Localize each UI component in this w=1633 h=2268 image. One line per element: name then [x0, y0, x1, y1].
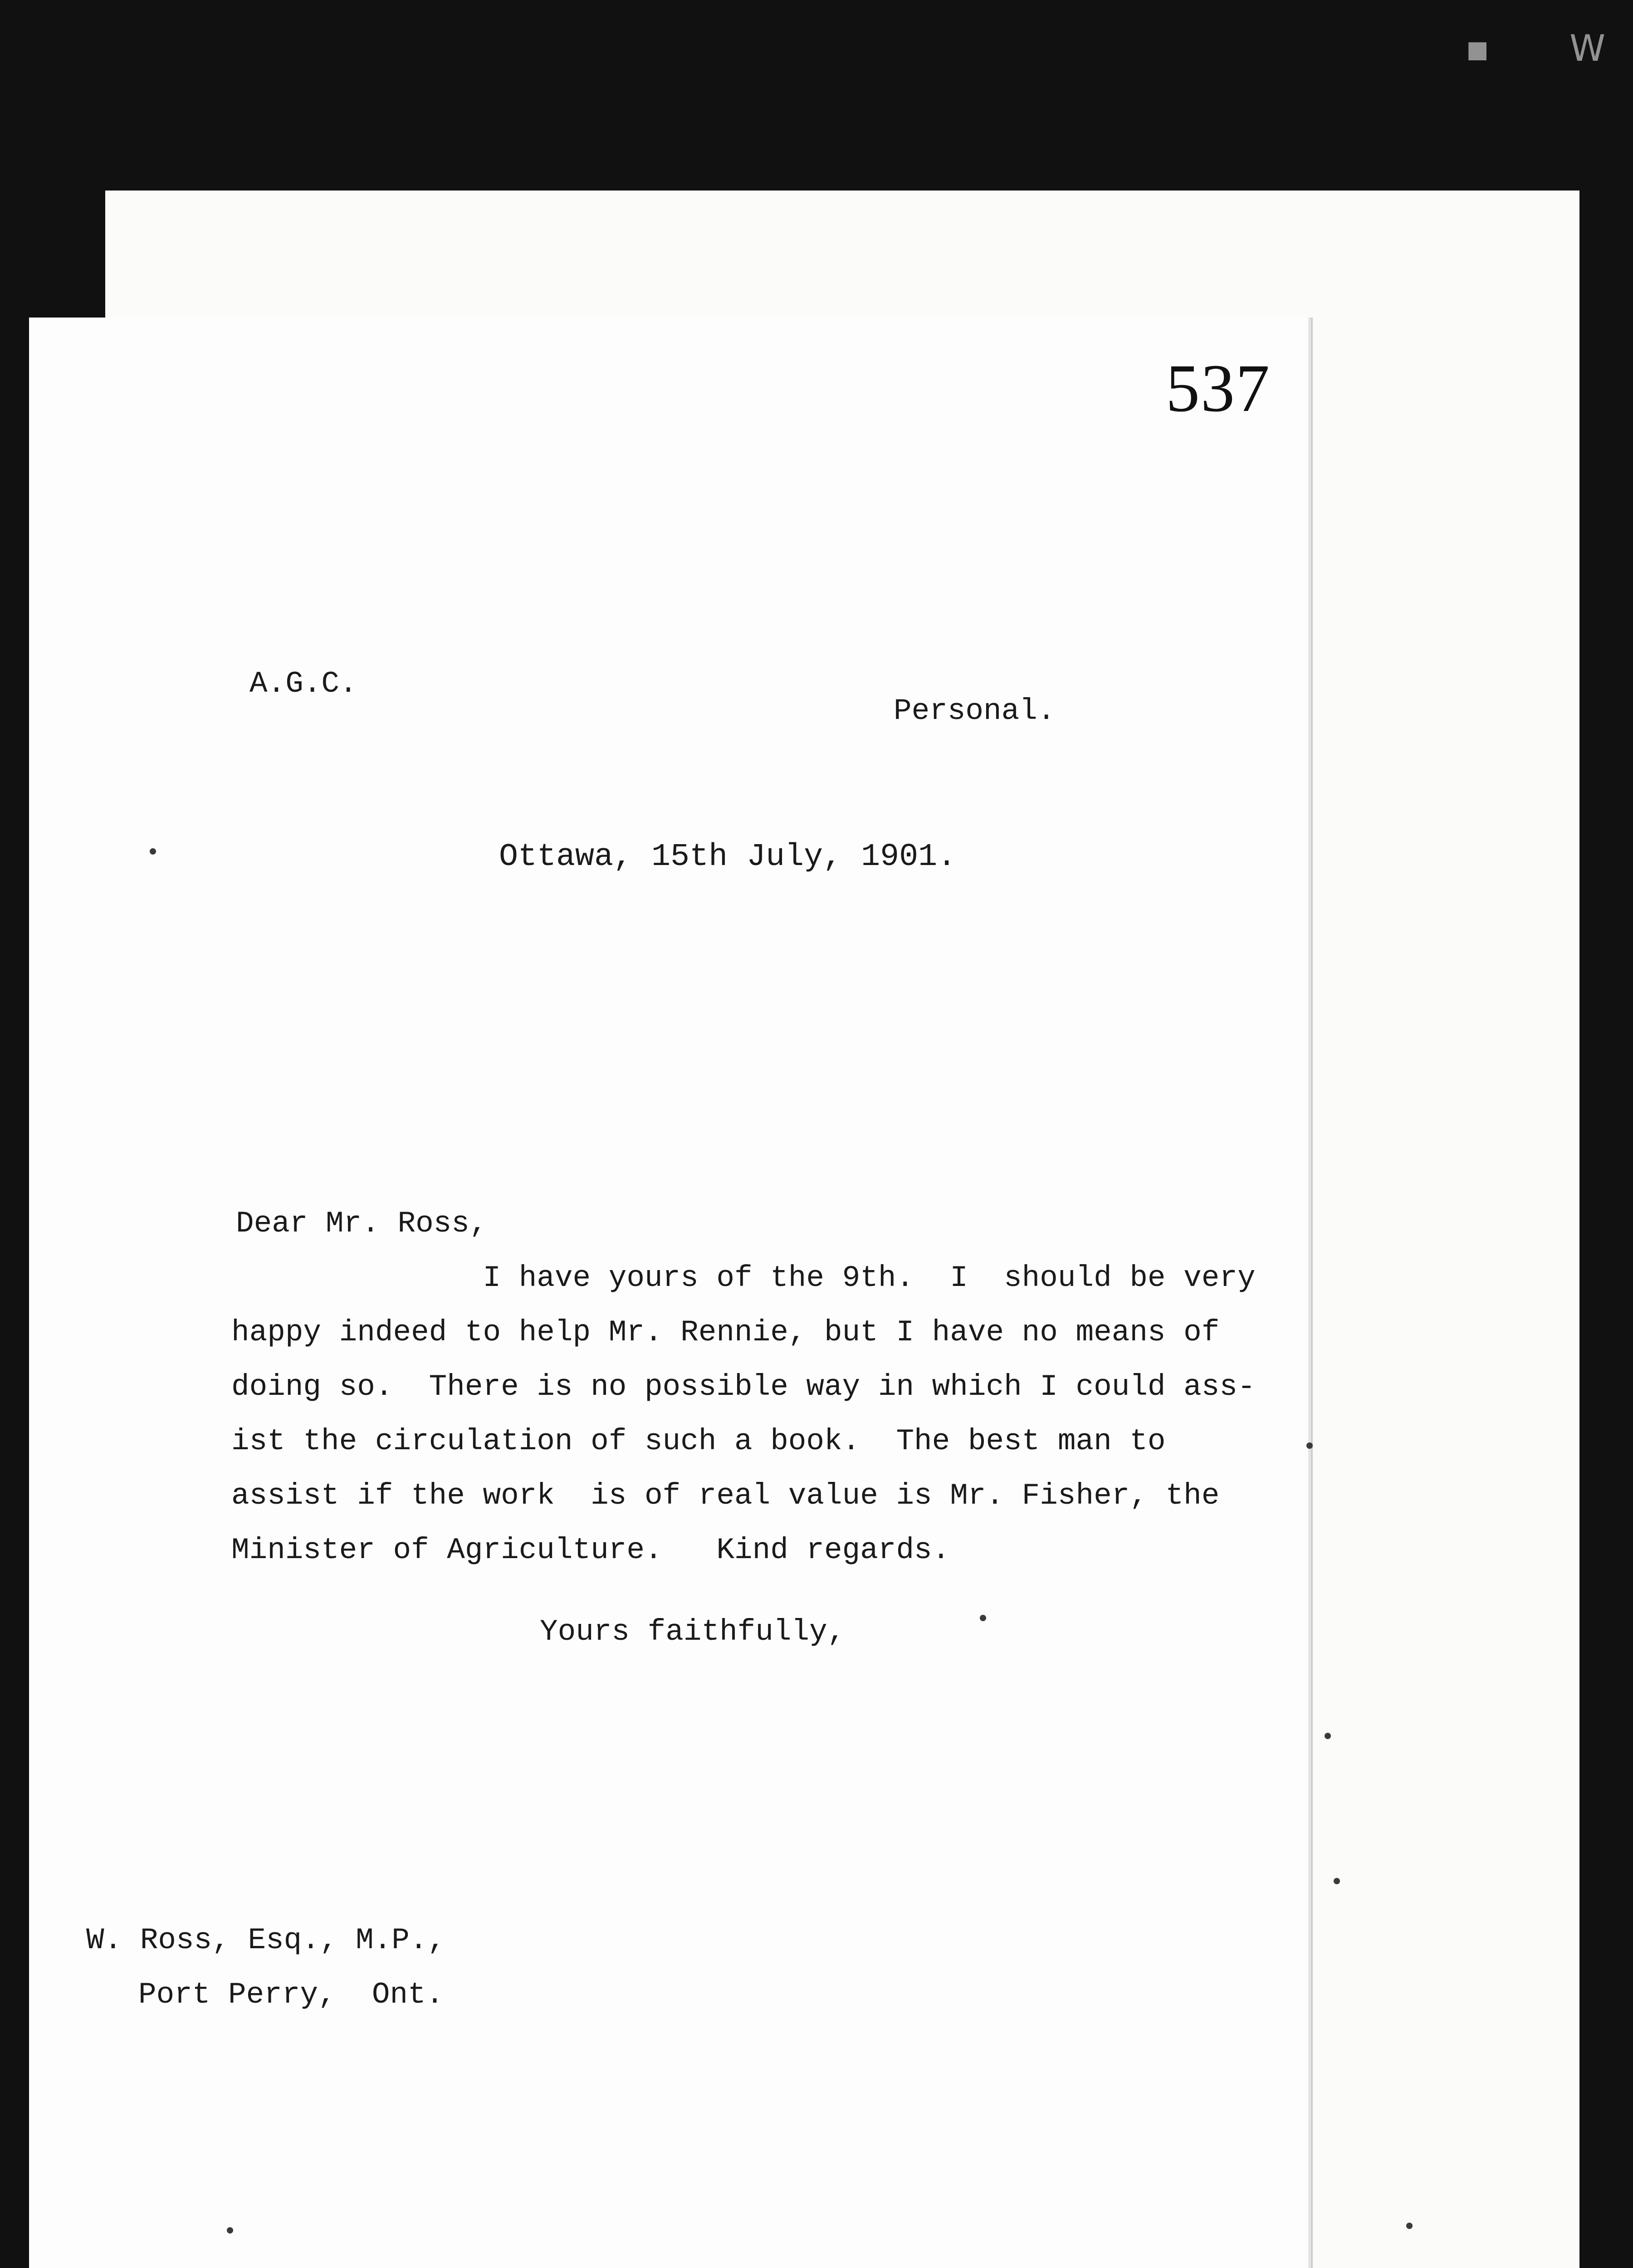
closing: Yours faithfully,	[540, 1615, 846, 1649]
classification-label: Personal.	[894, 694, 1056, 728]
page-number: 537	[1166, 351, 1271, 426]
body-line: Minister of Agriculture. Kind regards.	[231, 1533, 950, 1567]
film-speck	[1406, 2223, 1413, 2229]
film-speck	[1306, 1442, 1313, 1449]
body-line: I have yours of the 9th. I should be very	[231, 1261, 1256, 1295]
recipient-name: W. Ross, Esq., M.P.,	[86, 1923, 446, 1957]
salutation: Dear Mr. Ross,	[236, 1207, 488, 1241]
film-speck	[150, 848, 156, 855]
frame-mark-w: W	[1569, 27, 1606, 69]
film-speck	[980, 1615, 986, 1621]
frame-mark-square: ▪	[1465, 27, 1490, 69]
body-line: ist the circulation of such a book. The best man to	[231, 1424, 1166, 1458]
dateline: Ottawa, 15th July, 1901.	[499, 839, 957, 875]
reference-initials: A.G.C.	[249, 667, 357, 701]
body-line: assist if the work is of real value is Mr. Fisher, the	[231, 1479, 1220, 1513]
film-speck	[1325, 1733, 1331, 1739]
recipient-location: Port Perry, Ont.	[138, 1978, 444, 2012]
film-speck	[227, 2227, 233, 2234]
film-speck	[1334, 1878, 1340, 1884]
body-line: happy indeed to help Mr. Rennie, but I have no means of	[231, 1315, 1220, 1349]
body-line: doing so. There is no possible way in which I could ass-	[231, 1370, 1256, 1404]
